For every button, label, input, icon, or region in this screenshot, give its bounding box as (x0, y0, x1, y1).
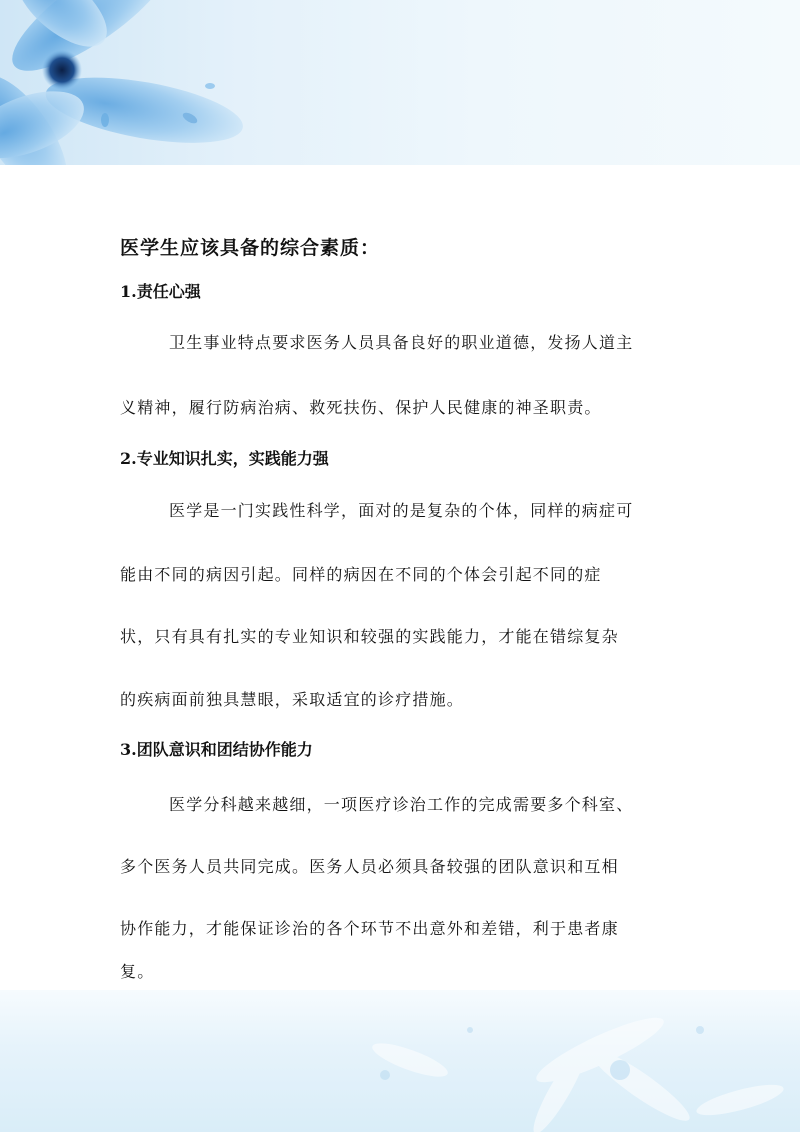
section-heading-1: 1.责任心强 (120, 282, 201, 301)
top-decorative-banner (0, 0, 800, 165)
section-3-line-1: 医学分科越来越细，一项医疗诊治工作的完成需要多个科室、 (169, 795, 634, 814)
lily-flower-icon (0, 0, 800, 165)
section-2-line-4: 的疾病面前独具慧眼，采取适宜的诊疗措施。 (120, 690, 465, 709)
faint-flower-pattern-icon (0, 990, 800, 1132)
section-heading-3: 3.团队意识和团结协作能力 (120, 740, 313, 759)
section-1-line-2: 义精神，履行防病治病、救死扶伤、保护人民健康的神圣职责。 (120, 398, 602, 417)
section-2-line-1: 医学是一门实践性科学，面对的是复杂的个体，同样的病症可 (169, 501, 634, 520)
section-1-line-1: 卫生事业特点要求医务人员具备良好的职业道德，发扬人道主 (169, 333, 634, 352)
section-3-line-3: 协作能力，才能保证诊治的各个环节不出意外和差错，利于患者康 (120, 919, 619, 938)
section-heading-2: 2.专业知识扎实，实践能力强 (120, 449, 329, 468)
section-2-line-3: 状，只有具有扎实的专业知识和较强的实践能力，才能在错综复杂 (120, 627, 619, 646)
document-title: 医学生应该具备的综合素质： (120, 237, 381, 259)
bottom-decorative-band (0, 990, 800, 1132)
section-3-line-4: 复。 (120, 962, 155, 981)
section-3-line-2: 多个医务人员共同完成。医务人员必须具备较强的团队意识和互相 (120, 857, 619, 876)
section-2-line-2: 能由不同的病因引起。同样的病因在不同的个体会引起不同的症 (120, 565, 602, 584)
